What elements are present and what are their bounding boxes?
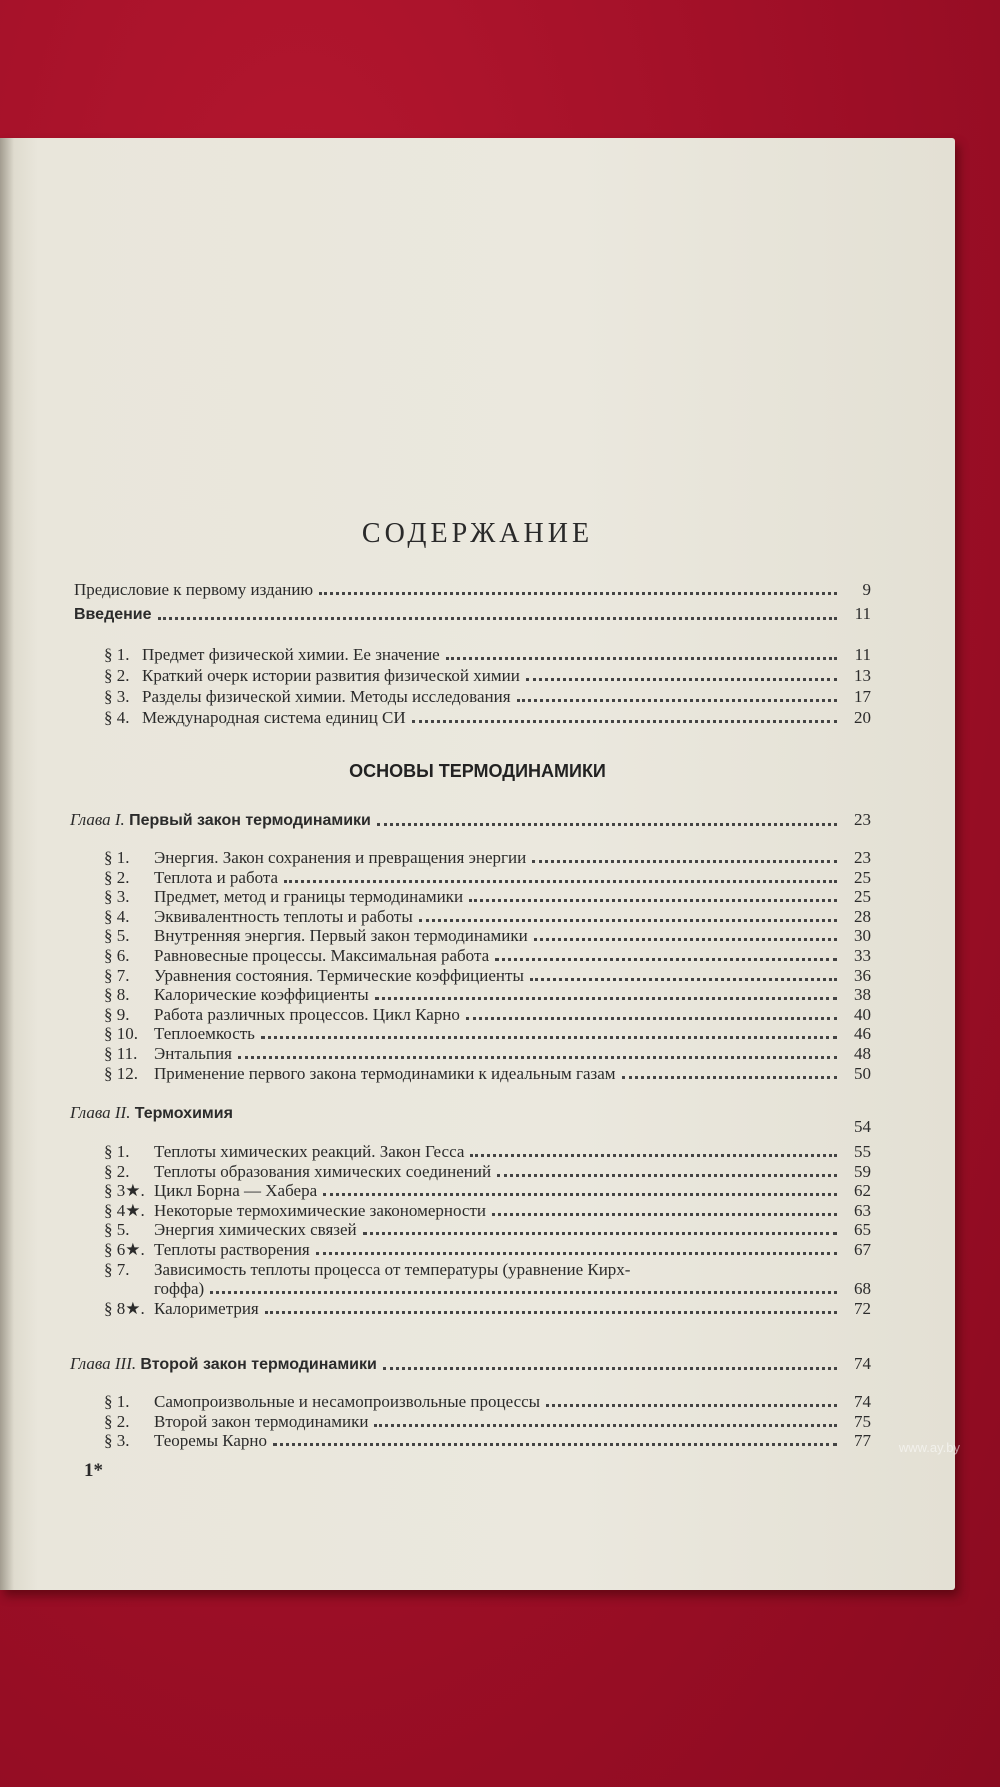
section-number: § 7.: [104, 965, 130, 985]
leader-dots: [495, 958, 837, 961]
toc-page: 28: [854, 906, 871, 926]
chapter-label: [70, 810, 371, 831]
toc-row: [104, 708, 871, 728]
toc-label: [104, 1260, 630, 1280]
toc-label: [104, 1181, 317, 1201]
toc-page: 68: [854, 1279, 871, 1299]
leader-dots: [323, 1193, 837, 1196]
leader-dots: [210, 1291, 837, 1294]
toc-title: СОДЕРЖАНИЕ: [361, 518, 594, 549]
leader-dots: [273, 1443, 837, 1446]
toc-row: [104, 1142, 871, 1162]
toc-page: 46: [854, 1024, 871, 1044]
toc-page: 54: [854, 1117, 871, 1136]
chapter-prefix: Глава I.: [70, 810, 125, 829]
section-number: § 1.: [104, 848, 130, 867]
toc-label: [104, 645, 440, 665]
toc-row: [104, 687, 871, 707]
toc-label: Предисловие к первому изданию: [74, 580, 314, 599]
section-number: § 1.: [104, 1392, 130, 1411]
toc-page: 72: [854, 1298, 871, 1318]
section-title: Некоторые термохимические закономерности: [154, 1200, 486, 1220]
section-number: § 4.: [104, 906, 130, 926]
toc-page: 9: [862, 580, 871, 599]
section-number: § 9.: [104, 1004, 130, 1024]
toc-label: [104, 985, 369, 1005]
section-number: § 12.: [104, 1063, 138, 1083]
toc-page: 55: [854, 1142, 871, 1161]
toc-row: [104, 1064, 871, 1084]
leader-dots: [238, 1056, 837, 1059]
toc-row: [104, 1044, 871, 1064]
toc-page: 62: [854, 1181, 871, 1201]
section-title: Внутренняя энергия. Первый закон термодинамики: [154, 926, 528, 946]
section-number: § 3.: [104, 687, 130, 706]
section-number: § 3.: [104, 887, 130, 907]
section-number: § 8.: [104, 985, 130, 1005]
toc-label: [104, 1005, 460, 1025]
leader-dots: [446, 657, 837, 660]
leader-dots: [374, 1424, 837, 1427]
section-title: Теплоты химических реакций. Закон Гесса: [154, 1142, 465, 1161]
toc-row: [104, 1299, 871, 1319]
toc-label: [104, 848, 526, 868]
watermark: www.ay.by: [898, 1440, 960, 1455]
leader-dots: [534, 938, 837, 941]
toc-label: [104, 1240, 310, 1260]
toc-row: [104, 1240, 871, 1260]
toc-page: 33: [854, 946, 871, 965]
toc-page: 36: [854, 965, 871, 985]
book-page: [0, 138, 955, 1590]
toc-row: [104, 666, 871, 686]
toc-row: [104, 907, 871, 927]
leader-dots: [377, 823, 837, 826]
toc-page: 65: [854, 1220, 871, 1240]
section-title: Применение первого закона термодинамики к идеальным газам: [154, 1063, 616, 1083]
leader-dots: [363, 1232, 837, 1235]
section-title: Теоремы Карно: [154, 1431, 268, 1451]
toc-row: [104, 1392, 871, 1412]
toc-page: 11: [854, 645, 871, 664]
toc-row: [104, 1005, 871, 1025]
leader-dots: [383, 1367, 837, 1370]
leader-dots: [265, 1311, 837, 1314]
toc-page: 48: [854, 1044, 871, 1063]
toc-row-preface: [74, 580, 871, 600]
toc-label: [104, 1220, 357, 1240]
toc-page: 20: [854, 708, 871, 727]
toc-page: 74: [854, 1392, 871, 1411]
toc-label: [104, 1431, 267, 1451]
section-title: Эквивалентность теплоты и работы: [154, 906, 413, 926]
leader-dots: [158, 617, 837, 620]
toc-page: 77: [854, 1431, 871, 1451]
toc-row: [104, 1220, 871, 1240]
chapter-title: Второй закон термодинамики: [140, 1356, 377, 1373]
toc-page: 50: [854, 1063, 871, 1083]
toc-row: [104, 1024, 871, 1044]
section-number: § 1.: [104, 1142, 130, 1161]
toc-page: 74: [854, 1354, 871, 1373]
section-number: § 3.: [104, 1431, 130, 1451]
chapter-label: [70, 1103, 233, 1124]
section-title: Энтальпия: [154, 1044, 232, 1063]
toc-label: [104, 1162, 491, 1182]
section-title: Самопроизвольные и несамопроизвольные процессы: [154, 1392, 541, 1411]
leader-dots: [261, 1036, 837, 1039]
section-number: § 1.: [104, 645, 130, 664]
toc-row: [104, 1181, 871, 1201]
toc-page: 75: [854, 1411, 871, 1431]
section-number: § 3★.: [104, 1181, 145, 1201]
section-title: Разделы физической химии. Методы исследования: [142, 687, 511, 706]
toc-row: [104, 887, 871, 907]
section-title: Энергия химических связей: [154, 1220, 357, 1240]
leader-dots: [636, 1272, 837, 1275]
leader-dots: [526, 678, 837, 681]
section-number: § 2.: [104, 1411, 130, 1431]
section-title: Международная система единиц СИ: [142, 708, 406, 727]
leader-dots: [375, 997, 837, 1000]
leader-dots: [469, 899, 837, 902]
section-number: § 5.: [104, 926, 130, 946]
toc-page: 25: [854, 867, 871, 887]
section-title: Зависимость теплоты процесса от температуры (уравнение Кирх-: [154, 1259, 631, 1279]
section-title: Теплоты растворения: [154, 1240, 310, 1259]
toc-row-introduction: [74, 604, 871, 625]
toc-label: [104, 946, 489, 966]
section-number: § 7.: [104, 1259, 130, 1279]
section-title: Краткий очерк истории развития физической химии: [142, 666, 520, 685]
toc-page: 17: [854, 687, 871, 706]
leader-dots: [530, 978, 837, 981]
toc-label: [104, 1299, 259, 1319]
toc-row: [104, 1162, 871, 1182]
chapter-prefix: Глава II.: [70, 1103, 131, 1122]
section-number: § 2.: [104, 867, 130, 887]
section-number: § 4★.: [104, 1200, 145, 1220]
toc-row: [104, 985, 871, 1005]
section-number: § 10.: [104, 1024, 138, 1044]
toc-label: [104, 1392, 540, 1412]
section-title: Теплоемкость: [154, 1024, 255, 1044]
toc-label: [104, 687, 511, 707]
toc-row: [104, 1279, 871, 1299]
leader-dots: [470, 1154, 837, 1157]
leader-dots: [412, 720, 837, 723]
section-number: § 2.: [104, 1161, 130, 1181]
toc-row: [104, 868, 871, 888]
leader-dots: [419, 919, 837, 922]
toc-page: 11: [854, 604, 871, 623]
section-number: § 4.: [104, 708, 130, 727]
chapter-row-2: [70, 1103, 871, 1136]
section-title: Предмет, метод и границы термодинамики: [154, 887, 464, 907]
toc-row: [104, 1431, 871, 1451]
leader-dots: [546, 1404, 837, 1407]
leader-dots: [319, 592, 837, 595]
section-number: § 11.: [104, 1044, 138, 1063]
chapter-row-1: [70, 810, 871, 831]
section-title: Калорические коэффициенты: [154, 985, 369, 1005]
toc-row: [104, 1201, 871, 1221]
toc-label: [104, 1142, 464, 1162]
section-title: Цикл Борна — Хабера: [154, 1181, 318, 1201]
leader-dots: [532, 860, 837, 863]
section-title: Равновесные процессы. Максимальная работа: [154, 946, 490, 965]
chapter-row-3: [70, 1354, 871, 1375]
chapter-title: Термохимия: [134, 1105, 233, 1122]
section-number: § 8★.: [104, 1298, 145, 1318]
toc-label: Введение: [74, 606, 152, 623]
leader-dots: [284, 880, 837, 883]
section-number: § 6★.: [104, 1240, 145, 1259]
section-title: Калориметрия: [154, 1298, 259, 1318]
leader-dots: [466, 1017, 837, 1020]
toc-row: [104, 645, 871, 665]
signature-mark: 1*: [84, 1460, 103, 1481]
section-title: Теплоты образования химических соединений: [154, 1161, 492, 1181]
toc-page: 38: [854, 985, 871, 1005]
leader-dots: [316, 1252, 837, 1255]
toc-label: [104, 887, 463, 907]
section-number: § 6.: [104, 946, 130, 965]
leader-space: [239, 1116, 837, 1119]
toc-row: [104, 966, 871, 986]
toc-page: 13: [854, 666, 871, 685]
section-title: Второй закон термодинамики: [154, 1411, 369, 1431]
toc-label: [104, 907, 413, 927]
leader-dots: [622, 1076, 837, 1079]
section-number: § 2.: [104, 666, 130, 685]
toc-page: 63: [854, 1200, 871, 1220]
toc-label: [104, 1064, 616, 1084]
section-title: гоффа): [154, 1279, 205, 1299]
section-title: Работа различных процессов. Цикл Карно: [154, 1004, 460, 1024]
toc-page: 25: [854, 887, 871, 907]
toc-row: [104, 926, 871, 946]
toc-row: [104, 848, 871, 868]
toc-label: [104, 666, 520, 686]
leader-dots: [517, 699, 837, 702]
section-title: Предмет физической химии. Ее значение: [142, 645, 440, 664]
toc-label: [104, 1024, 255, 1044]
toc-label: [104, 1412, 368, 1432]
toc-page: 30: [854, 926, 871, 946]
spine-shadow: [0, 138, 14, 1590]
toc-page: 23: [854, 848, 871, 867]
section-title: Уравнения состояния. Термические коэффициенты: [154, 965, 524, 985]
toc-label: [104, 1044, 232, 1064]
chapter-title: Первый закон термодинамики: [129, 812, 371, 829]
section-number: § 5.: [104, 1220, 130, 1240]
toc-page: 67: [854, 1240, 871, 1259]
toc-label: [104, 1279, 204, 1299]
toc-page: 23: [854, 810, 871, 829]
toc-row: [104, 1260, 871, 1280]
leader-dots: [492, 1213, 837, 1216]
section-title: Теплота и работа: [154, 867, 279, 887]
toc-page: 59: [854, 1161, 871, 1181]
toc-row: [104, 946, 871, 966]
chapter-prefix: Глава III.: [70, 1354, 137, 1373]
toc-label: [104, 926, 528, 946]
chapter-label: [70, 1354, 377, 1375]
toc-label: [104, 1201, 486, 1221]
section-title: ОСНОВЫ ТЕРМОДИНАМИКИ: [349, 761, 606, 781]
toc-row: [104, 1412, 871, 1432]
toc-label: [104, 966, 524, 986]
toc-page: 40: [854, 1004, 871, 1024]
section-title: Энергия. Закон сохранения и превращения энергии: [154, 848, 527, 867]
toc-label: [104, 868, 278, 888]
leader-dots: [497, 1174, 837, 1177]
toc-label: [104, 708, 406, 728]
